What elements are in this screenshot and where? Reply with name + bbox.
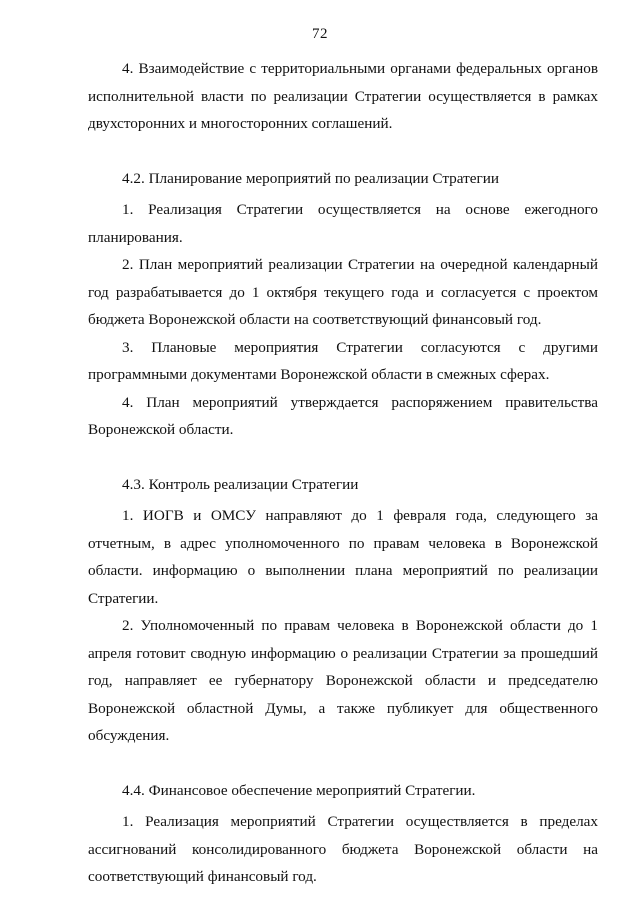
section-planning bbox=[88, 165, 598, 444]
page-number: 72 bbox=[312, 26, 328, 42]
section-heading: 4.3. Контроль реализации Стратегии bbox=[122, 475, 359, 493]
section-control bbox=[88, 471, 598, 750]
section-heading: 4.4. Финансовое обеспечение мероприятий Стратегии. bbox=[122, 781, 476, 799]
document-body bbox=[88, 55, 598, 891]
intro-paragraph: 4. Взаимодействие с территориальными органами федеральных органов исполнительной власти по реализации Стратегии осуществляется в рамках двухсторонних и многосторонних соглашений. bbox=[88, 60, 598, 132]
paragraph: 2. Уполномоченный по правам человека в Воронежской области до 1 апреля готовит сводную информацию о реализации Стратегии за прошедший год, направляет ее губернатору Воронежской области и председателю Воронежской областной Думы, а также публикует для общественного обсуждения. bbox=[88, 617, 598, 744]
paragraph: 1. Реализация Стратегии осуществляется на основе ежегодного планирования. bbox=[88, 201, 598, 246]
paragraph: 3. Плановые мероприятия Стратегии согласуются с другими программными документами Воронежской области в смежных сферах. bbox=[88, 338, 598, 383]
paragraph: 1. Реализация мероприятий Стратегии осуществляется в пределах ассигнований консолидированного бюджета Воронежской области на соответствующий финансовый год. bbox=[88, 813, 598, 885]
section-financing bbox=[88, 777, 598, 891]
paragraph: 2. План мероприятий реализации Стратегии на очередной календарный год разрабатывается до 1 октября текущего года и согласуется с проектом бюджета Воронежской области на соответствующий финансовый год. bbox=[88, 256, 598, 328]
paragraph: 4. План мероприятий утверждается распоряжением правительства Воронежской области. bbox=[88, 393, 598, 438]
section-heading: 4.2. Планирование мероприятий по реализации Стратегии bbox=[122, 169, 499, 187]
paragraph: 1. ИОГВ и ОМСУ направляют до 1 февраля года, следующего за отчетным, в адрес уполномоченного по правам человека в Воронежской области. информацию о выполнении плана мероприятий по реализации Стратегии. bbox=[88, 507, 598, 607]
